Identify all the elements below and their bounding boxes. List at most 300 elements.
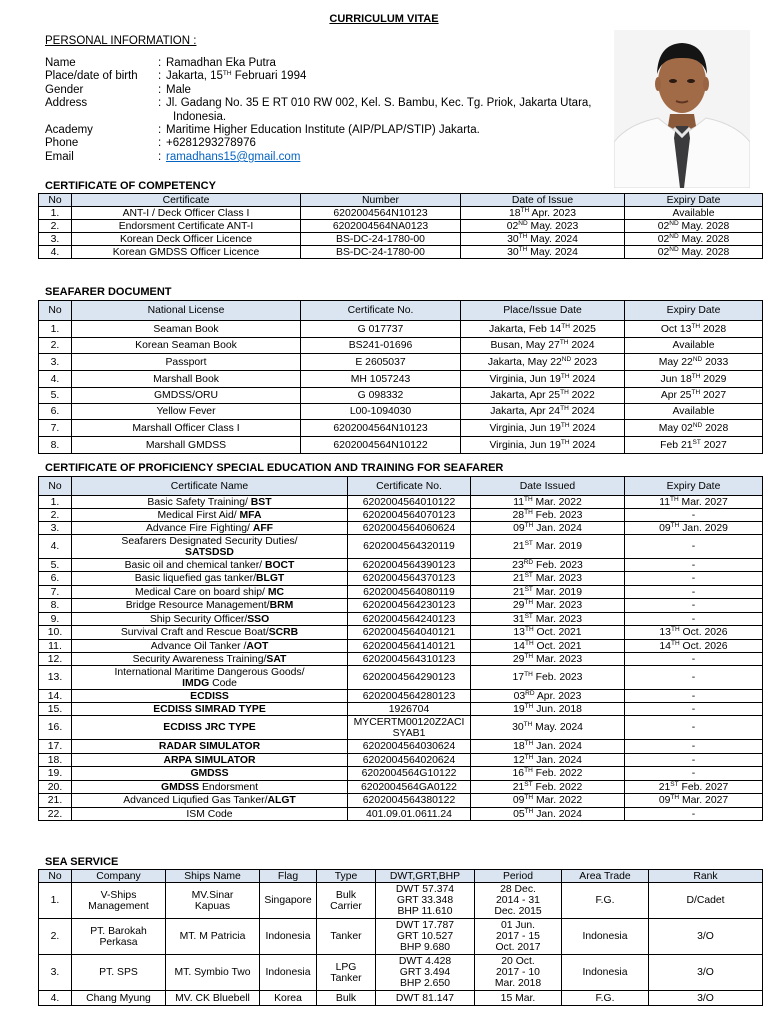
document-title: CURRICULUM VITAE <box>329 13 439 25</box>
table-row <box>39 955 763 991</box>
column-header: Number <box>301 194 461 207</box>
table-cell: Passport <box>72 354 301 371</box>
table-cell: GMDSS/ORU <box>72 388 301 404</box>
table-cell: 21ST Feb. 2027 <box>625 781 763 794</box>
personal-row-place-date-of-birth <box>45 70 625 83</box>
table-row <box>39 716 763 740</box>
table-cell: Bulk <box>317 991 376 1006</box>
table-cell: 6202004564280123 <box>348 690 471 703</box>
table-cell: ECDISS <box>72 690 348 703</box>
column-header: No <box>39 301 72 321</box>
table-cell: 4. <box>39 991 72 1006</box>
table-row <box>39 640 763 653</box>
table-cell: G 098332 <box>301 388 461 404</box>
table-cell: 6202004564320119 <box>348 535 471 559</box>
sea-header-row <box>39 870 763 883</box>
table-cell: 6202004564140121 <box>348 640 471 653</box>
coc-heading: CERTIFICATE OF COMPETENCY <box>45 180 216 192</box>
column-header: Period <box>475 870 562 883</box>
table-cell: Oct 13TH 2028 <box>625 321 763 338</box>
table-cell: Singapore <box>260 883 317 919</box>
column-header: Rank <box>649 870 763 883</box>
table-row <box>39 321 763 338</box>
column-header: Expiry Date <box>625 301 763 321</box>
table-cell: 28TH Feb. 2023 <box>471 509 625 522</box>
table-cell: 6202004564010122 <box>348 496 471 509</box>
table-row <box>39 808 763 821</box>
table-cell: - <box>625 808 763 821</box>
table-cell: Available <box>625 338 763 354</box>
table-row <box>39 509 763 522</box>
table-cell: - <box>625 613 763 626</box>
table-cell: 6202004564370123 <box>348 572 471 586</box>
table-cell: 7. <box>39 420 72 437</box>
table-row <box>39 613 763 626</box>
table-row <box>39 354 763 371</box>
table-cell: 5. <box>39 559 72 572</box>
table-cell: 10. <box>39 626 72 640</box>
personal-row-name <box>45 57 625 70</box>
personal-row-email <box>45 151 625 164</box>
table-cell: 15. <box>39 703 72 716</box>
personal-row-gender <box>45 84 625 97</box>
table-cell: 6. <box>39 404 72 420</box>
coc-table <box>38 193 763 259</box>
table-cell: MYCERTM00120Z2ACI SYAB1 <box>348 716 471 740</box>
table-cell: - <box>625 653 763 666</box>
table-cell: Chang Myung <box>72 991 166 1006</box>
table-cell: Marshall Book <box>72 371 301 388</box>
table-cell: 03RD Apr. 2023 <box>471 690 625 703</box>
table-cell: 16TH Feb. 2022 <box>471 767 625 781</box>
table-row <box>39 703 763 716</box>
table-row <box>39 338 763 354</box>
table-cell: Virginia, Jun 19TH 2024 <box>461 420 625 437</box>
table-cell: 4. <box>39 246 72 259</box>
table-cell: Indonesia <box>562 955 649 991</box>
table-cell: 23RD Feb. 2023 <box>471 559 625 572</box>
table-cell: GMDSS <box>72 767 348 781</box>
table-cell: 18TH Jan. 2024 <box>471 740 625 754</box>
column-header: Certificate Name <box>72 477 348 496</box>
table-cell: Seafarers Designated Security Duties/ SATSDSD <box>72 535 348 559</box>
table-row <box>39 420 763 437</box>
table-row <box>39 991 763 1006</box>
table-cell: - <box>625 716 763 740</box>
table-cell: 20 Oct. 2017 - 10 Mar. 2018 <box>475 955 562 991</box>
table-cell: 21ST Mar. 2019 <box>471 586 625 599</box>
table-cell: Marshall GMDSS <box>72 437 301 454</box>
table-cell: 09TH Mar. 2022 <box>471 794 625 808</box>
table-cell: 6202004564020624 <box>348 754 471 767</box>
column-header: Flag <box>260 870 317 883</box>
table-cell: Jun 18TH 2029 <box>625 371 763 388</box>
table-row <box>39 690 763 703</box>
table-cell: 4. <box>39 371 72 388</box>
table-cell: 6202004564N10122 <box>301 437 461 454</box>
table-cell: 3/O <box>649 919 763 955</box>
table-cell: Korean GMDSS Officer Licence <box>72 246 301 259</box>
table-cell: 21ST Feb. 2022 <box>471 781 625 794</box>
table-row <box>39 767 763 781</box>
column-header: Date of Issue <box>461 194 625 207</box>
column-header: Certificate <box>72 194 301 207</box>
table-cell: Jakarta, Feb 14TH 2025 <box>461 321 625 338</box>
table-cell: 30TH May. 2024 <box>461 246 625 259</box>
table-row <box>39 883 763 919</box>
table-cell: MT. Symbio Two <box>166 955 260 991</box>
sea-service-heading: SEA SERVICE <box>45 856 119 868</box>
cop-header-row <box>39 477 763 496</box>
personal-value: Jakarta, 15TH Februari 1994 <box>166 70 307 83</box>
table-cell: Medical First Aid/ MFA <box>72 509 348 522</box>
personal-value <box>166 151 625 164</box>
table-row <box>39 572 763 586</box>
table-cell: 31ST Mar. 2023 <box>471 613 625 626</box>
table-cell: 09TH Jan. 2029 <box>625 522 763 535</box>
table-row <box>39 653 763 666</box>
table-cell: BS-DC-24-1780-00 <box>301 233 461 246</box>
table-cell: 29TH Mar. 2023 <box>471 653 625 666</box>
table-cell: 12. <box>39 653 72 666</box>
table-cell: - <box>625 690 763 703</box>
table-cell: Feb 21ST 2027 <box>625 437 763 454</box>
table-cell: 6202004564030624 <box>348 740 471 754</box>
table-cell: BS241-01696 <box>301 338 461 354</box>
table-row <box>39 388 763 404</box>
table-cell: - <box>625 740 763 754</box>
table-cell: 6202004564070123 <box>348 509 471 522</box>
table-cell: BS-DC-24-1780-00 <box>301 246 461 259</box>
personal-colon: : <box>158 57 162 69</box>
table-cell: Bridge Resource Management/BRM <box>72 599 348 613</box>
column-header: No <box>39 194 72 207</box>
table-cell: 02ND May. 2023 <box>461 220 625 233</box>
table-cell: 6202004564060624 <box>348 522 471 535</box>
table-cell: L00-1094030 <box>301 404 461 420</box>
personal-colon: : <box>158 83 162 96</box>
table-cell: 15 Mar. <box>475 991 562 1006</box>
table-cell: 29TH Mar. 2023 <box>471 599 625 613</box>
table-cell: 18TH Apr. 2023 <box>461 207 625 220</box>
table-cell: 3. <box>39 233 72 246</box>
table-cell: Tanker <box>317 919 376 955</box>
table-row <box>39 437 763 454</box>
table-cell: 02ND May. 2028 <box>625 246 763 259</box>
table-cell: 12TH Jan. 2024 <box>471 754 625 767</box>
cop-table <box>38 476 763 821</box>
table-cell: 9. <box>39 613 72 626</box>
column-header: No <box>39 870 72 883</box>
seafarer-table <box>38 300 763 454</box>
table-cell: LPG Tanker <box>317 955 376 991</box>
personal-label: Name <box>45 57 76 69</box>
column-header: Expiry Date <box>625 477 763 496</box>
personal-info-heading: PERSONAL INFORMATION : <box>45 35 197 47</box>
table-cell: GMDSS Endorsment <box>72 781 348 794</box>
table-row <box>39 246 763 259</box>
table-cell: 21ST Mar. 2023 <box>471 572 625 586</box>
personal-colon: : <box>158 124 162 137</box>
table-cell: - <box>625 535 763 559</box>
table-cell: MV.Sinar Kapuas <box>166 883 260 919</box>
personal-value: Maritime Higher Education Institute (AIP/PLAP/STIP) Jakarta. <box>166 124 480 137</box>
table-row <box>39 794 763 808</box>
table-cell: 6202004564N10123 <box>301 207 461 220</box>
table-cell: Virginia, Jun 19TH 2024 <box>461 437 625 454</box>
table-cell: 1. <box>39 321 72 338</box>
table-cell: 1926704 <box>348 703 471 716</box>
table-cell: - <box>625 586 763 599</box>
table-cell: 2. <box>39 509 72 522</box>
email-link[interactable]: ramadhans15@gmail.com <box>166 150 301 163</box>
table-row <box>39 207 763 220</box>
table-cell: 1. <box>39 883 72 919</box>
table-cell: 401.09.01.0611.24 <box>348 808 471 821</box>
personal-value: Jl. Gadang No. 35 E RT 010 RW 002, Kel. S. Bambu, Kec. Tg. Priok, Jakarta Utara, Indonesia. <box>166 97 592 123</box>
table-row <box>39 586 763 599</box>
table-cell: - <box>625 599 763 613</box>
table-cell: May 02ND 2028 <box>625 420 763 437</box>
table-cell: 6202004564G10122 <box>348 767 471 781</box>
table-cell: 6202004564290123 <box>348 666 471 690</box>
table-cell: Marshall Officer Class I <box>72 420 301 437</box>
table-cell: 09TH Mar. 2027 <box>625 794 763 808</box>
table-row <box>39 599 763 613</box>
table-cell: 17. <box>39 740 72 754</box>
table-cell: 20. <box>39 781 72 794</box>
table-cell: Survival Craft and Rescue Boat/SCRB <box>72 626 348 640</box>
table-cell: - <box>625 559 763 572</box>
table-cell: Korean Seaman Book <box>72 338 301 354</box>
coc-header-row <box>39 194 763 207</box>
table-cell: 6202004564230123 <box>348 599 471 613</box>
table-cell: Jakarta, May 22ND 2023 <box>461 354 625 371</box>
table-cell: 3. <box>39 955 72 991</box>
table-cell: MT. M Patricia <box>166 919 260 955</box>
profile-photo <box>614 30 750 188</box>
column-header: Ships Name <box>166 870 260 883</box>
table-cell: 3. <box>39 354 72 371</box>
column-header: Certificate No. <box>301 301 461 321</box>
table-cell: 09TH Jan. 2024 <box>471 522 625 535</box>
table-cell: 21ST Mar. 2019 <box>471 535 625 559</box>
personal-value: +6281293278976 <box>166 137 256 150</box>
table-cell: 6202004564390123 <box>348 559 471 572</box>
table-cell: RADAR SIMULATOR <box>72 740 348 754</box>
table-cell: ISM Code <box>72 808 348 821</box>
table-cell: E 2605037 <box>301 354 461 371</box>
table-row <box>39 371 763 388</box>
column-header: Date Issued <box>471 477 625 496</box>
table-cell: May 22ND 2033 <box>625 354 763 371</box>
table-cell: 2. <box>39 338 72 354</box>
table-row <box>39 626 763 640</box>
table-row <box>39 666 763 690</box>
table-cell: 5. <box>39 388 72 404</box>
table-cell: 21. <box>39 794 72 808</box>
table-cell: 8. <box>39 599 72 613</box>
table-cell: Security Awareness Training/SAT <box>72 653 348 666</box>
table-cell: ECDISS JRC TYPE <box>72 716 348 740</box>
table-cell: Indonesia <box>260 955 317 991</box>
table-cell: Jakarta, Apr 25TH 2022 <box>461 388 625 404</box>
table-cell: Medical Care on board ship/ MC <box>72 586 348 599</box>
table-cell: 02ND May. 2028 <box>625 233 763 246</box>
table-cell: Indonesia <box>562 919 649 955</box>
table-cell: Yellow Fever <box>72 404 301 420</box>
table-cell: 6202004564040121 <box>348 626 471 640</box>
table-cell: 3/O <box>649 955 763 991</box>
table-cell: 30TH May. 2024 <box>461 233 625 246</box>
table-cell: 11TH Mar. 2027 <box>625 496 763 509</box>
column-header: Company <box>72 870 166 883</box>
column-header: Expiry Date <box>625 194 763 207</box>
personal-colon: : <box>158 137 162 150</box>
table-cell: 13TH Oct. 2021 <box>471 626 625 640</box>
personal-label: Place/date of birth <box>45 70 138 83</box>
table-cell: Advanced Liqufied Gas Tanker/ALGT <box>72 794 348 808</box>
column-header: No <box>39 477 72 496</box>
table-cell: DWT 17.787 GRT 10.527 BHP 9.680 <box>376 919 475 955</box>
table-cell: 28 Dec. 2014 - 31 Dec. 2015 <box>475 883 562 919</box>
cop-heading: CERTIFICATE OF PROFICIENCY SPECIAL EDUCATION AND TRAINING FOR SEAFARER <box>45 462 504 474</box>
table-cell: 6202004564380122 <box>348 794 471 808</box>
table-cell: 6. <box>39 572 72 586</box>
table-cell: 14TH Oct. 2021 <box>471 640 625 653</box>
table-cell: MH 1057243 <box>301 371 461 388</box>
table-cell: - <box>625 509 763 522</box>
column-header: Place/Issue Date <box>461 301 625 321</box>
column-header: DWT,GRT,BHP <box>376 870 475 883</box>
table-cell: - <box>625 703 763 716</box>
personal-label: Email <box>45 150 74 163</box>
personal-row-address <box>45 97 625 124</box>
table-cell: 6202004564240123 <box>348 613 471 626</box>
table-cell: D/Cadet <box>649 883 763 919</box>
personal-label: Address <box>45 97 88 110</box>
table-cell: 13TH Oct. 2026 <box>625 626 763 640</box>
table-cell: Busan, May 27TH 2024 <box>461 338 625 354</box>
table-row <box>39 522 763 535</box>
table-cell: Seaman Book <box>72 321 301 338</box>
table-row <box>39 781 763 794</box>
personal-label: Phone <box>45 137 79 150</box>
table-cell: Virginia, Jun 19TH 2024 <box>461 371 625 388</box>
table-row <box>39 233 763 246</box>
table-cell: 1. <box>39 207 72 220</box>
table-cell: Jakarta, Apr 24TH 2024 <box>461 404 625 420</box>
table-cell: ANT-I / Deck Officer Class I <box>72 207 301 220</box>
personal-label: Academy <box>45 124 93 137</box>
table-cell: 6202004564N10123 <box>301 420 461 437</box>
table-cell: MV. CK Bluebell <box>166 991 260 1006</box>
table-cell: G 017737 <box>301 321 461 338</box>
table-row <box>39 754 763 767</box>
personal-row-phone <box>45 137 625 150</box>
table-cell: 6202004564GA0122 <box>348 781 471 794</box>
table-cell: Indonesia <box>260 919 317 955</box>
table-cell: DWT 81.147 <box>376 991 475 1006</box>
table-cell: - <box>625 754 763 767</box>
table-cell: - <box>625 572 763 586</box>
personal-colon: : <box>158 97 162 110</box>
table-cell: Ship Security Officer/SSO <box>72 613 348 626</box>
table-cell: Apr 25TH 2027 <box>625 388 763 404</box>
table-cell: 6202004564080119 <box>348 586 471 599</box>
table-row <box>39 404 763 420</box>
table-cell: 4. <box>39 535 72 559</box>
table-cell: 14TH Oct. 2026 <box>625 640 763 653</box>
table-cell: 11. <box>39 640 72 653</box>
table-cell: Bulk Carrier <box>317 883 376 919</box>
personal-value: Male <box>166 83 191 96</box>
personal-value: Ramadhan Eka Putra <box>166 57 276 69</box>
table-cell: 3/O <box>649 991 763 1006</box>
column-header: Area Trade <box>562 870 649 883</box>
seafarer-header-row <box>39 301 763 321</box>
table-cell: 6202004564310123 <box>348 653 471 666</box>
table-cell: 17TH Feb. 2023 <box>471 666 625 690</box>
table-cell: 14. <box>39 690 72 703</box>
personal-info <box>45 57 625 164</box>
table-cell: PT. Barokah Perkasa <box>72 919 166 955</box>
table-cell: V-Ships Management <box>72 883 166 919</box>
table-cell: Endorsment Certificate ANT-I <box>72 220 301 233</box>
personal-colon: : <box>158 150 162 163</box>
table-cell: 05TH Jan. 2024 <box>471 808 625 821</box>
table-cell: 11TH Mar. 2022 <box>471 496 625 509</box>
table-cell: F.G. <box>562 991 649 1006</box>
sea-service-table <box>38 869 763 1006</box>
seafarer-heading: SEAFARER DOCUMENT <box>45 286 172 298</box>
table-cell: - <box>625 666 763 690</box>
table-row <box>39 220 763 233</box>
table-cell: 8. <box>39 437 72 454</box>
table-cell: 2. <box>39 220 72 233</box>
column-header: Type <box>317 870 376 883</box>
table-cell: DWT 4.428 GRT 3.494 BHP 2.650 <box>376 955 475 991</box>
table-cell: 19. <box>39 767 72 781</box>
table-cell: PT. SPS <box>72 955 166 991</box>
table-cell: 30TH May. 2024 <box>471 716 625 740</box>
table-cell: 7. <box>39 586 72 599</box>
table-cell: Available <box>625 404 763 420</box>
table-cell: 01 Jun. 2017 - 15 Oct. 2017 <box>475 919 562 955</box>
personal-row-academy <box>45 124 625 137</box>
table-cell: Basic oil and chemical tanker/ BOCT <box>72 559 348 572</box>
table-cell: Korea <box>260 991 317 1006</box>
table-row <box>39 496 763 509</box>
table-cell: 19TH Jun. 2018 <box>471 703 625 716</box>
table-cell: 2. <box>39 919 72 955</box>
table-row <box>39 919 763 955</box>
personal-colon: : <box>158 70 162 83</box>
table-cell: International Maritime Dangerous Goods/ IMDG Code <box>72 666 348 690</box>
table-cell: Korean Deck Officer Licence <box>72 233 301 246</box>
table-cell: 6202004564NA0123 <box>301 220 461 233</box>
table-cell: F.G. <box>562 883 649 919</box>
table-cell: Available <box>625 207 763 220</box>
table-cell: ARPA SIMULATOR <box>72 754 348 767</box>
column-header: National License <box>72 301 301 321</box>
table-cell: Advance Fire Fighting/ AFF <box>72 522 348 535</box>
table-cell: ECDISS SIMRAD TYPE <box>72 703 348 716</box>
table-cell: Basic Safety Training/ BST <box>72 496 348 509</box>
table-cell: Basic liquefied gas tanker/BLGT <box>72 572 348 586</box>
table-cell: 13. <box>39 666 72 690</box>
table-cell: - <box>625 767 763 781</box>
